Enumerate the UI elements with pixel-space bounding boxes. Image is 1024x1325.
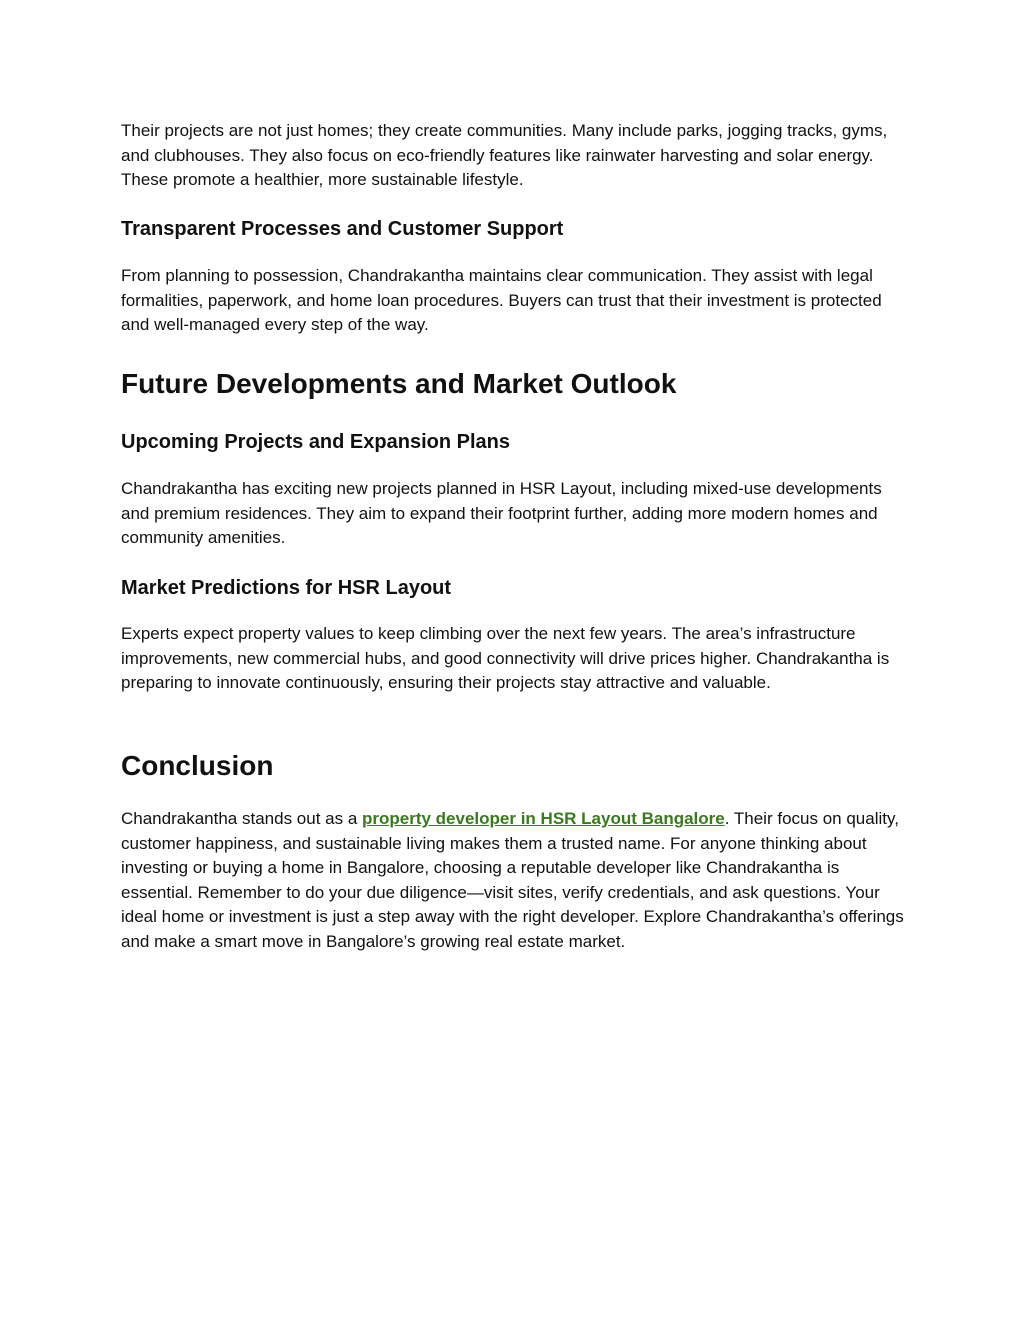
- transparent-processes-paragraph: From planning to possession, Chandrakantha maintains clear communication. They assist with legal formalities, paperwork, and home loan procedures. Buyers can trust that their investment is protected and well-managed every step of the way.: [121, 266, 882, 334]
- future-developments-heading: Future Developments and Market Outlook: [121, 368, 677, 399]
- intro-paragraph: Their projects are not just homes; they create communities. Many include parks, jogging tracks, gyms, and clubhouses. They also focus on eco-friendly features like rainwater harvesting and solar energy. These promote a healthier, more sustainable lifestyle.: [121, 121, 888, 189]
- upcoming-projects-paragraph: Chandrakantha has exciting new projects planned in HSR Layout, including mixed-use developments and premium residences. They aim to expand their footprint further, adding more modern homes and community amenities.: [121, 479, 882, 547]
- conclusion-paragraph: [121, 807, 911, 954]
- conclusion-heading: Conclusion: [121, 750, 274, 781]
- market-predictions-paragraph: Experts expect property values to keep climbing over the next few years. The area’s infrastructure improvements, new commercial hubs, and good connectivity will drive prices higher. Chandrakantha is preparing to innovate continuously, ensuring their projects stay attractive and valuable.: [121, 624, 890, 692]
- document-page: [121, 119, 911, 951]
- upcoming-projects-heading: Upcoming Projects and Expansion Plans: [121, 431, 510, 453]
- market-predictions-heading: Market Predictions for HSR Layout: [121, 577, 452, 599]
- conclusion-text-after-link: . Their focus on quality, customer happiness, and sustainable living makes them a trusted name. For anyone thinking about investing or buying a home in Bangalore, choosing a reputable developer like Chandrakantha is essential. Remember to do your due diligence—visit sites, verify credentials, and ask questions. Your ideal home or investment is just a step away with the right developer. Explore Chandrakantha’s offerings and make a smart move in Bangalore’s growing real estate market.: [121, 809, 904, 951]
- property-developer-link[interactable]: property developer in HSR Layout Bangalore: [362, 809, 725, 828]
- conclusion-text-before-link: Chandrakantha stands out as a: [121, 809, 362, 828]
- transparent-processes-heading: Transparent Processes and Customer Support: [121, 218, 564, 240]
